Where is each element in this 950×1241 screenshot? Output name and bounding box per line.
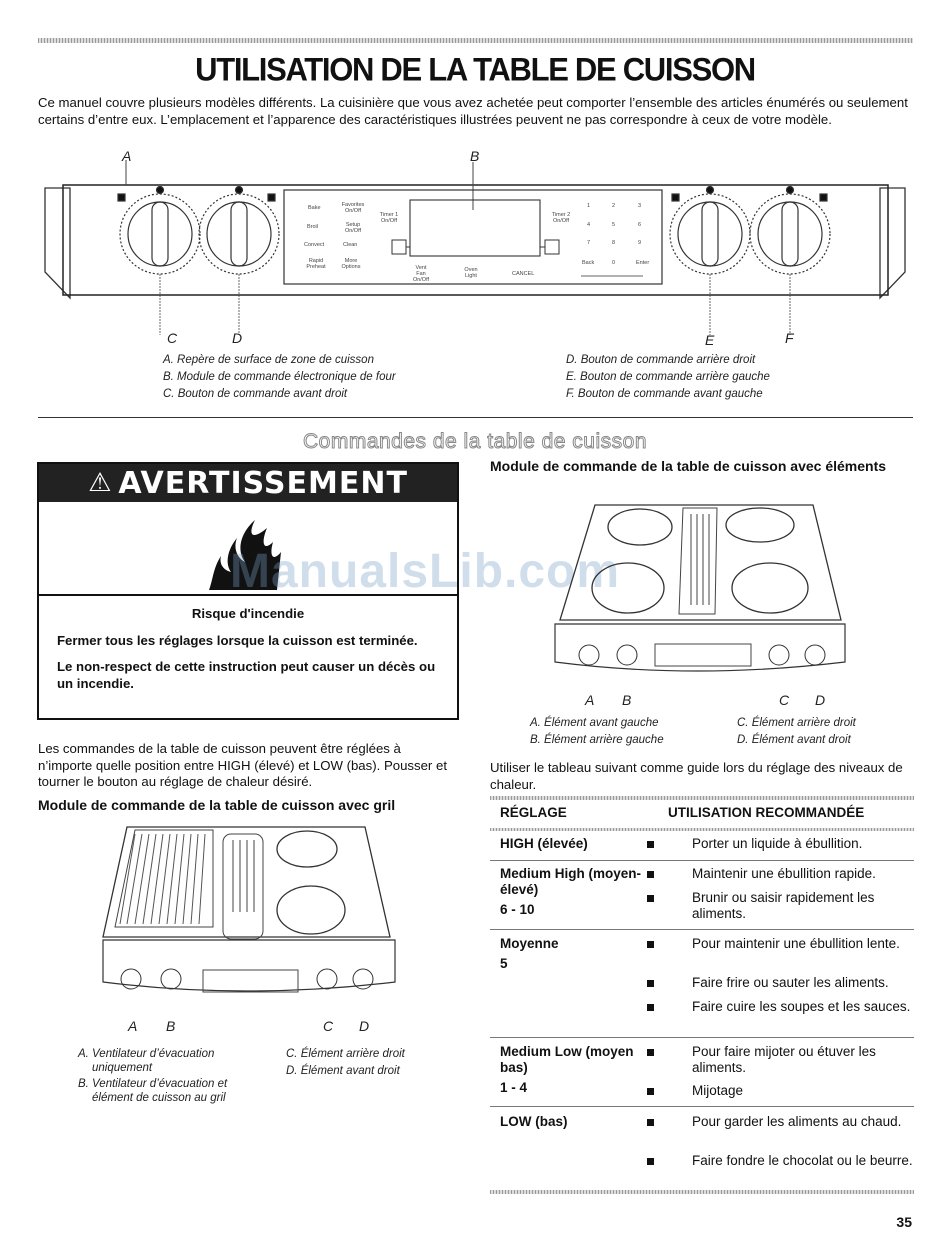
btn-timer2: Timer 2 On/Off: [551, 212, 571, 224]
gril-legend-c: C. Élément arrière droit: [286, 1048, 405, 1060]
header-usage: UTILISATION RECOMMANDÉE: [668, 805, 865, 820]
bullet-icon: [647, 841, 654, 848]
top-rule: [38, 38, 913, 43]
table-top-rule: [490, 796, 914, 800]
bullet-icon: [647, 895, 654, 902]
bullet-icon: [647, 1088, 654, 1095]
elements-label-d: D: [815, 692, 826, 708]
row-setting: Medium Low (moyen bas): [500, 1044, 634, 1075]
row-use: Pour faire mijoter ou étuver les aliments.: [692, 1044, 876, 1075]
btn-vent-fan: Vent Fan On/Off: [412, 265, 430, 283]
key-0: 0: [612, 260, 616, 266]
row-use: Pour garder les aliments au chaud.: [692, 1114, 902, 1129]
table-row: [490, 1044, 914, 1106]
gril-label-a: A: [128, 1018, 138, 1034]
key-1: 1: [587, 203, 591, 209]
btn-rapid-preheat: Rapid Preheat: [306, 258, 326, 270]
knob-rear-right: [199, 187, 279, 275]
legend-a: A. Repère de surface de zone de cuisson: [163, 354, 374, 366]
label-b: B: [470, 148, 480, 164]
bullet-icon: [647, 941, 654, 948]
table-intro: Utiliser le tableau suivant comme guide lors du réglage des niveaux de chaleur.: [490, 760, 903, 792]
btn-cancel: CANCEL: [512, 271, 535, 277]
key-9: 9: [638, 240, 642, 246]
knob-rear-left: [670, 187, 750, 275]
elements-legend-right: [737, 715, 912, 749]
row-setting: HIGH (élevée): [500, 836, 588, 851]
row-setting-sub: 6 - 10: [500, 902, 535, 917]
elements-legend-left: [530, 715, 730, 749]
elements-legend-d: D. Élément avant droit: [737, 734, 851, 746]
gril-label-b: B: [166, 1018, 176, 1034]
gril-legend-a: A. Ventilateur d’évacuation uniquement: [78, 1048, 215, 1074]
gril-legend-left: [78, 1048, 268, 1105]
panel-legend-right: [566, 352, 906, 403]
table-bottom-rule: [490, 1190, 914, 1194]
gril-heading: Module de commande de la table de cuisson avec gril: [38, 797, 396, 813]
label-d: D: [232, 330, 243, 346]
legend-b: B. Module de commande électronique de four: [163, 371, 396, 383]
row-use: Pour maintenir une ébullition lente.: [692, 936, 900, 951]
legend-f: F. Bouton de commande avant gauche: [566, 388, 763, 400]
bullet-icon: [647, 1049, 654, 1056]
label-f: F: [785, 330, 794, 346]
row-setting-sub: 1 - 4: [500, 1080, 528, 1095]
row-use: Porter un liquide à ébullition.: [692, 836, 863, 851]
bullet-icon: [647, 871, 654, 878]
page-title: UTILISATION DE LA TABLE DE CUISSON: [195, 51, 755, 88]
intro-text: Ce manuel couvre plusieurs modèles différents. La cuisinière que vous avez achetée peut comporter l’ensemble des articles énumérés ou seulement certains d’entre eux. L’emplacement et l’apparence des caractéristiques illustrées peuvent ne pas correspondre à ceux de votre modèle.: [38, 95, 908, 127]
gril-label-d: D: [359, 1018, 370, 1034]
warning-risk: Risque d'incendie: [191, 606, 305, 621]
row-use: Faire frire ou sauter les aliments.: [692, 975, 889, 990]
section-divider: [38, 417, 913, 418]
row-setting: Moyenne: [500, 936, 559, 951]
gril-cooktop-illustration: [95, 822, 405, 1017]
elements-cooktop-illustration: [545, 500, 855, 690]
legend-c: C. Bouton de commande avant droit: [163, 388, 348, 400]
key-back: Back: [582, 260, 595, 266]
btn-broil: Broil: [307, 224, 319, 230]
legend-e: E. Bouton de commande arrière gauche: [566, 371, 770, 383]
header-underline: [490, 828, 914, 831]
row-divider: [490, 929, 914, 930]
key-7: 7: [587, 240, 591, 246]
header-setting: RÉGLAGE: [500, 805, 567, 820]
warning-header: [39, 464, 457, 502]
legend-d: D. Bouton de commande arrière droit: [566, 354, 756, 366]
knob-front-right: [118, 187, 200, 275]
cooktop-paragraph: Les commandes de la table de cuisson peuvent être réglées à n’importe quelle position entre HIGH (élevé) et LOW (bas). Pousser et tourner le bouton au réglage de chaleur désiré.: [38, 741, 447, 789]
bullet-icon: [647, 1158, 654, 1165]
key-8: 8: [612, 240, 616, 246]
control-panel-illustration: [30, 160, 920, 335]
btn-timer1: Timer 1 On/Off: [379, 212, 399, 224]
row-use: Faire cuire les soupes et les sauces.: [692, 999, 911, 1014]
table-row: [490, 1114, 914, 1186]
table-row: [490, 936, 914, 1032]
elements-label-c: C: [779, 692, 790, 708]
row-divider: [490, 1106, 914, 1107]
table-row: [490, 836, 914, 858]
label-a: A: [122, 148, 132, 164]
gril-legend-b: B. Ventilateur d’évacuation et élément de cuisson au gril: [78, 1078, 228, 1104]
btn-oven-light: Oven Light: [464, 267, 478, 279]
bullet-icon: [647, 1119, 654, 1126]
warning-line1: Fermer tous les réglages lorsque la cuisson est terminée.: [57, 632, 418, 648]
btn-convect: Convect: [304, 242, 325, 248]
bullet-icon: [647, 1004, 654, 1011]
gril-legend-right: [286, 1046, 456, 1080]
row-setting: Medium High (moyen-élevé): [500, 866, 641, 897]
btn-favorites: Favorites On/Off: [341, 202, 365, 214]
elements-label-b: B: [622, 692, 632, 708]
key-enter: Enter: [636, 260, 650, 266]
row-setting: LOW (bas): [500, 1114, 568, 1129]
key-2: 2: [612, 203, 616, 209]
btn-bake: Bake: [308, 205, 321, 211]
warning-title: AVERTISSEMENT: [118, 465, 408, 501]
elements-legend-a: A. Élément avant gauche: [530, 717, 659, 729]
label-c: C: [167, 330, 178, 346]
row-setting-sub: 5: [500, 956, 508, 971]
elements-label-a: A: [585, 692, 595, 708]
key-5: 5: [612, 222, 616, 228]
section-title: Commandes de la table de cuisson: [302, 430, 648, 453]
btn-setup: Setup On/Off: [344, 222, 362, 234]
row-use: Mijotage: [692, 1083, 744, 1098]
warning-line2: Le non-respect de cette instruction peut causer un décès ou un incendie.: [57, 659, 436, 691]
warning-icon: ⚠: [88, 468, 113, 498]
elements-legend-c: C. Élément arrière droit: [737, 717, 856, 729]
key-6: 6: [638, 222, 642, 228]
knob-front-left: [750, 187, 830, 275]
table-row: [490, 866, 914, 928]
key-4: 4: [587, 222, 591, 228]
row-use: Faire fondre le chocolat ou le beurre.: [692, 1153, 913, 1168]
row-divider: [490, 860, 914, 861]
table-header-row: [490, 802, 914, 826]
btn-more-options: More Options: [341, 258, 361, 270]
label-e: E: [705, 332, 715, 348]
elements-heading: Module de commande de la table de cuisson avec éléments: [490, 458, 887, 474]
bullet-icon: [647, 980, 654, 987]
watermark: ManualsLib.com: [230, 545, 621, 598]
row-use: Brunir ou saisir rapidement les aliments.: [692, 890, 875, 921]
btn-clean: Clean: [343, 242, 358, 248]
gril-label-c: C: [323, 1018, 334, 1034]
gril-legend-d: D. Élément avant droit: [286, 1065, 400, 1077]
key-3: 3: [638, 203, 642, 209]
page-number: 35: [896, 1214, 912, 1230]
panel-legend-left: [163, 352, 523, 403]
row-use: Maintenir une ébullition rapide.: [692, 866, 876, 881]
row-divider: [490, 1037, 914, 1038]
elements-legend-b: B. Élément arrière gauche: [530, 734, 664, 746]
